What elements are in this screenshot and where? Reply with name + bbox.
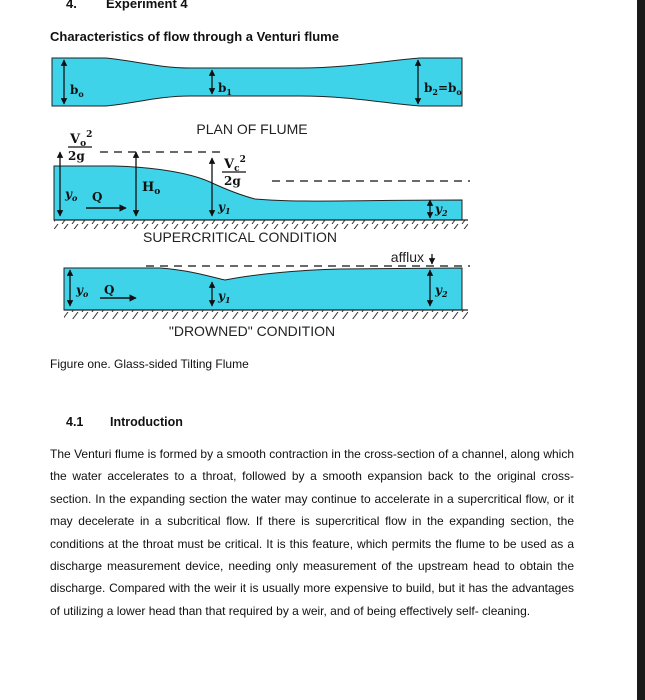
- supercritical-section: [54, 130, 470, 229]
- afflux-label: afflux: [390, 249, 424, 265]
- plan-of-flume: [52, 58, 462, 106]
- plan-b2-label: $b_2=b_o$: [424, 81, 462, 97]
- heading-number: 4.: [66, 0, 77, 11]
- heading-title: Experiment 4: [106, 0, 188, 11]
- supercritical-water: [54, 166, 462, 220]
- drowned-water: [64, 268, 462, 310]
- section-title: Introduction: [110, 415, 183, 429]
- section-number: 4.1: [66, 415, 84, 429]
- section-heading: [66, 415, 183, 429]
- v0-denominator: 2g: [68, 149, 85, 163]
- venturi-flume-figure: [40, 48, 480, 348]
- vc-denominator: 2g: [224, 174, 241, 188]
- figure-subtitle: Characteristics of flow through a Venturi flume: [50, 29, 339, 44]
- drowned-y2-label: $y_2$: [435, 283, 448, 299]
- supercritical-title: SUPERCRITICAL CONDITION: [143, 229, 337, 245]
- plan-flume-body: [52, 58, 462, 106]
- vc-label: $V_c^2$: [224, 155, 246, 174]
- plan-b1-label: $b_1$: [218, 81, 232, 97]
- v0-label: $V_o^2$: [70, 130, 93, 149]
- experiment-heading: [66, 0, 188, 11]
- page-edge-bar: [637, 0, 645, 700]
- y2-label: $y_2$: [435, 202, 448, 218]
- plan-title: PLAN OF FLUME: [196, 121, 308, 137]
- drowned-q-label: Q: [104, 283, 115, 297]
- drowned-y0-label: $y_o$: [76, 283, 89, 299]
- drowned-y1-label: $y_1$: [218, 289, 231, 305]
- introduction-paragraph: The Venturi flume is formed by a smooth contraction in the cross-section of a channel, along which the water accelerates to a throat, followed by a smooth expansion back to the original cross-section. In the expanding section the water may continue to accelerate in a supercritical flow, or it may decelerate in a subcritical flow. If there is supercritical flow in the expanding section, the conditions at the throat must be critical. It is this feature, which permits the flume to be used as a discharge measurement device, needing only measurement of the upstream head to obtain the discharge. Compared with the weir it is usually more expensive to build, but it has the advantages of utilizing a lower head than that required by a weir, and of being effectively self- cleaning.: [50, 447, 574, 618]
- figure-caption: Figure one. Glass-sided Tilting Flume: [50, 357, 249, 371]
- h0-label: $H_o$: [142, 180, 161, 197]
- y1-label: $y_1$: [218, 200, 231, 216]
- plan-b0-label: $b_o$: [70, 83, 84, 99]
- y0-label: $y_o$: [65, 187, 78, 203]
- q-label: Q: [92, 190, 103, 204]
- drowned-title: "DROWNED" CONDITION: [168, 323, 336, 339]
- drowned-section: [64, 249, 470, 319]
